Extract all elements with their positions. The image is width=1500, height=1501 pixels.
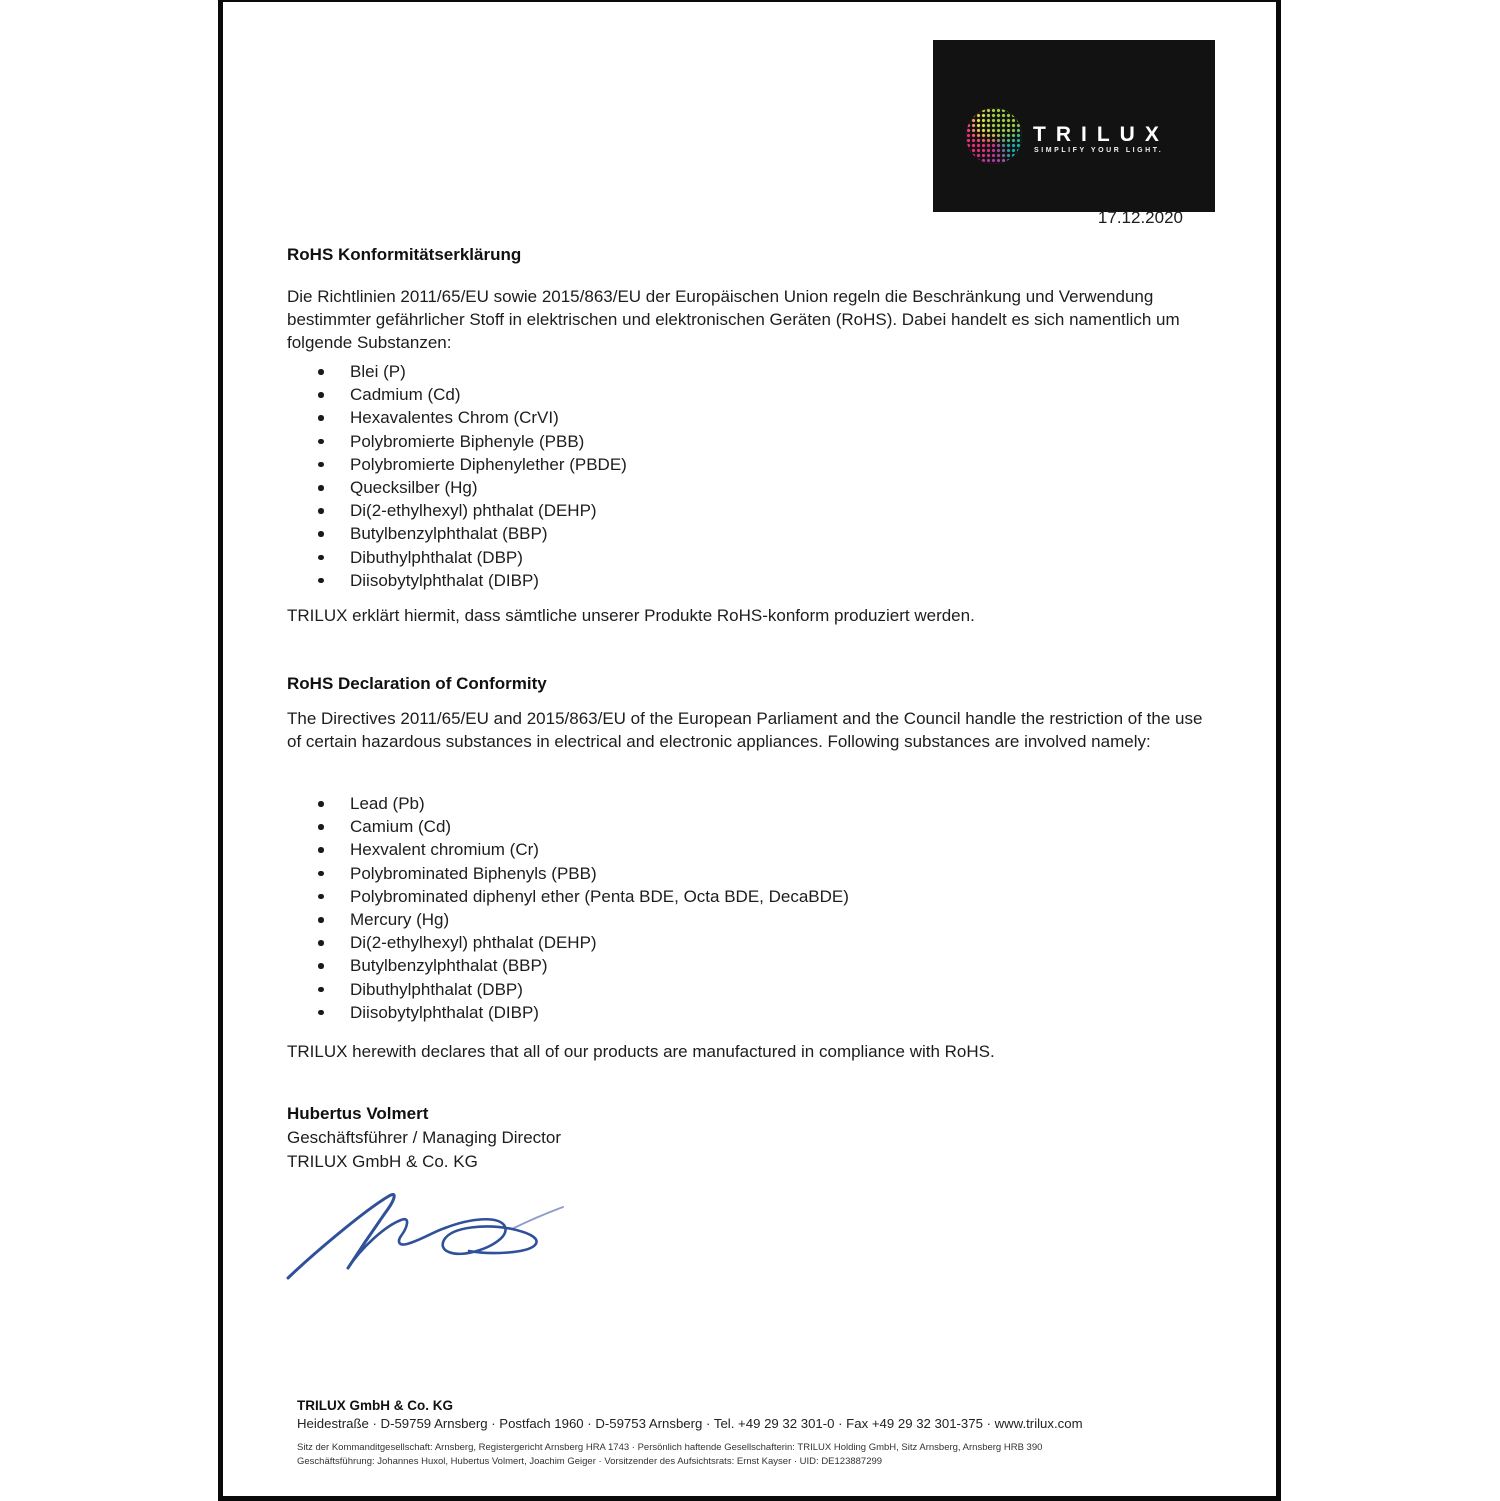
footer-legal-text: [297, 1441, 1227, 1468]
list-item: [287, 815, 849, 838]
bullet-icon: [318, 824, 324, 830]
bullet-icon: [318, 369, 324, 375]
english-heading: RoHS Declaration of Conformity: [287, 674, 547, 693]
document-date: 17.12.2020: [1097, 208, 1183, 227]
german-heading: RoHS Konformitätserklärung: [287, 245, 522, 264]
bullet-icon: [318, 462, 324, 468]
english-substance-list: [287, 792, 849, 1024]
list-item-label: Mercury (Hg): [350, 910, 450, 930]
signatory-company: TRILUX GmbH & Co. KG: [287, 1152, 478, 1171]
footer-legal-line2: Geschäftsführung: Johannes Huxol, Hubertus Volmert, Joachim Geiger · Vorsitzender des Aufsichtsrats: Ernst Kayser · UID: DE123887299: [297, 1455, 883, 1467]
list-item: [287, 476, 627, 499]
list-item-label: Di(2-ethylhexyl) phthalat (DEHP): [350, 933, 597, 953]
list-item: [287, 1001, 849, 1024]
list-item-label: Polybromierte Biphenyle (PBB): [350, 431, 585, 451]
english-intro-paragraph: The Directives 2011/65/EU and 2015/863/EU of the European Parliament and the Council handle the restriction of the use of certain hazardous substances in electrical and electronic appliances. Following substances are involved namely:: [287, 709, 1203, 751]
list-item: [287, 978, 849, 1001]
list-item: [287, 885, 849, 908]
bullet-icon: [318, 415, 324, 421]
bullet-icon: [318, 508, 324, 514]
bullet-icon: [318, 801, 324, 807]
list-item-label: Dibuthylphthalat (DBP): [350, 547, 523, 567]
list-item-label: Polybrominated Biphenyls (PBB): [350, 863, 597, 883]
list-item-label: Hexvalent chromium (Cr): [350, 840, 539, 860]
bullet-icon: [318, 871, 324, 877]
list-item: [287, 908, 849, 931]
trilux-globe-icon: [966, 108, 1022, 164]
document-page: [218, 0, 1281, 1501]
list-item: [287, 406, 627, 429]
list-item-label: Lead (Pb): [350, 794, 425, 813]
list-item: [287, 792, 849, 815]
list-item: [287, 360, 627, 383]
list-item-label: Polybromierte Diphenylether (PBDE): [350, 454, 627, 474]
german-substance-list: [287, 360, 627, 592]
list-item: [287, 383, 627, 406]
logo-brand-text: TRILUX: [1033, 123, 1169, 146]
list-item: [287, 838, 849, 861]
english-closing-statement: TRILUX herewith declares that all of our products are manufactured in compliance with RoHS.: [287, 1042, 995, 1061]
list-item-label: Di(2-ethylhexyl) phthalat (DEHP): [350, 501, 597, 521]
footer-legal-line1: Sitz der Kommanditgesellschaft: Arnsberg, Registergericht Arnsberg HRA 1743 · Persönlich haftende Gesellschafterin: TRILUX Holding GmbH, Sitz Arnsberg, Arnsberg HRB 390: [297, 1442, 1043, 1453]
bullet-icon: [318, 1010, 324, 1016]
list-item: [287, 931, 849, 954]
trilux-logo: [933, 40, 1215, 212]
list-item-label: Hexavalentes Chrom (CrVI): [350, 408, 559, 428]
signatory-title: Geschäftsführer / Managing Director: [287, 1128, 562, 1147]
bullet-icon: [318, 439, 324, 445]
list-item-label: Cadmium (Cd): [350, 385, 461, 405]
footer-address-line: Heidestraße · D-59759 Arnsberg · Postfach 1960 · D-59753 Arnsberg · Tel. +49 29 32 301-0 · Fax +49 29 32 301-375 · www.trilux.com: [297, 1416, 1083, 1431]
list-item: [287, 954, 849, 977]
list-item-label: Camium (Cd): [350, 817, 452, 837]
bullet-icon: [318, 392, 324, 398]
bullet-icon: [318, 847, 324, 853]
handwritten-signature: [285, 1182, 570, 1287]
bullet-icon: [318, 531, 324, 537]
list-item-label: Polybrominated diphenyl ether (Penta BDE, Octa BDE, DecaBDE): [350, 886, 849, 906]
bullet-icon: [318, 555, 324, 561]
list-item-label: Dibuthylphthalat (DBP): [350, 979, 523, 999]
bullet-icon: [318, 987, 324, 993]
list-item: [287, 862, 849, 885]
list-item-label: Diisobytylphthalat (DIBP): [350, 570, 539, 590]
list-item-label: Butylbenzylphthalat (BBP): [350, 524, 548, 544]
bullet-icon: [318, 963, 324, 969]
list-item: [287, 569, 627, 592]
footer-company-name: TRILUX GmbH & Co. KG: [297, 1398, 453, 1413]
bullet-icon: [318, 894, 324, 900]
signatory-name: Hubertus Volmert: [287, 1104, 429, 1123]
bullet-icon: [318, 578, 324, 584]
logo-tagline: SIMPLIFY YOUR LIGHT.: [1034, 147, 1164, 154]
bullet-icon: [318, 917, 324, 923]
list-item: [287, 453, 627, 476]
list-item-label: Diisobytylphthalat (DIBP): [350, 1002, 539, 1022]
list-item: [287, 499, 627, 522]
list-item-label: Blei (P): [350, 362, 406, 381]
german-intro-paragraph: Die Richtlinien 2011/65/EU sowie 2015/863/EU der Europäischen Union regeln die Beschränkung und Verwendung bestimmter gefährlicher Stoff in elektrischen und elektronischen Geräten (RoHS). Dabei handelt es sich namentlich um folgende Substanzen:: [287, 287, 1180, 352]
list-item-label: Quecksilber (Hg): [350, 478, 478, 498]
german-closing-statement: TRILUX erklärt hiermit, dass sämtliche unserer Produkte RoHS-konform produziert werden.: [287, 606, 975, 625]
globe-dot-pattern: [966, 108, 1022, 164]
bullet-icon: [318, 485, 324, 491]
list-item: [287, 522, 627, 545]
list-item-label: Butylbenzylphthalat (BBP): [350, 956, 548, 976]
list-item: [287, 430, 627, 453]
bullet-icon: [318, 940, 324, 946]
list-item: [287, 546, 627, 569]
